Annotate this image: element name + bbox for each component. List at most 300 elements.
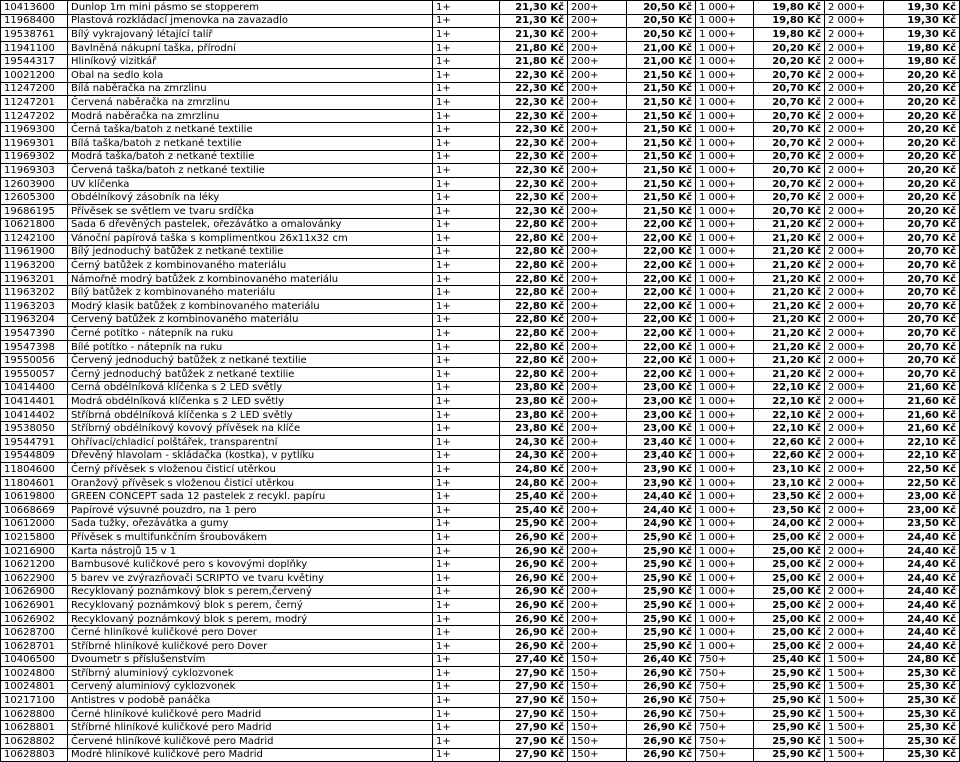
table-row: [1, 232, 960, 246]
product-code-cell: 11969300: [1, 123, 68, 137]
price-tier-4-cell: 20,70 Kč: [884, 354, 960, 368]
qty-tier-1-cell: 1+: [433, 517, 500, 531]
price-tier-4-cell: 22,10 Kč: [884, 449, 960, 463]
qty-tier-2-cell: 150+: [568, 735, 627, 749]
table-row: [1, 544, 960, 558]
product-code-cell: 10406500: [1, 653, 68, 667]
price-tier-2-cell: 22,00 Kč: [627, 232, 696, 246]
qty-tier-1-cell: 1+: [433, 436, 500, 450]
qty-tier-4-cell: 1 500+: [825, 748, 884, 762]
product-code-cell: 19544791: [1, 436, 68, 450]
price-tier-4-cell: 20,70 Kč: [884, 245, 960, 259]
price-tier-2-cell: 21,50 Kč: [627, 123, 696, 137]
price-tier-2-cell: 24,40 Kč: [627, 503, 696, 517]
price-tier-1-cell: 22,80 Kč: [500, 259, 568, 273]
price-tier-2-cell: 24,40 Kč: [627, 490, 696, 504]
product-code-cell: 11961900: [1, 245, 68, 259]
qty-tier-2-cell: 200+: [568, 177, 627, 191]
product-name-cell: Obal na sedlo kola: [68, 68, 433, 82]
qty-tier-1-cell: 1+: [433, 327, 500, 341]
qty-tier-4-cell: 2 000+: [825, 368, 884, 382]
price-tier-1-cell: 21,30 Kč: [500, 28, 568, 42]
table-row: [1, 96, 960, 110]
price-tier-1-cell: 22,30 Kč: [500, 123, 568, 137]
qty-tier-1-cell: 1+: [433, 14, 500, 28]
qty-tier-2-cell: 200+: [568, 204, 627, 218]
qty-tier-3-cell: 1 000+: [696, 259, 754, 273]
qty-tier-4-cell: 2 000+: [825, 245, 884, 259]
table-row: [1, 300, 960, 314]
price-tier-4-cell: 24,40 Kč: [884, 544, 960, 558]
product-code-cell: 11969303: [1, 164, 68, 178]
table-row: [1, 1, 960, 15]
price-tier-4-cell: 20,70 Kč: [884, 218, 960, 232]
price-tier-3-cell: 20,70 Kč: [754, 191, 825, 205]
price-tier-1-cell: 26,90 Kč: [500, 639, 568, 653]
qty-tier-1-cell: 1+: [433, 272, 500, 286]
price-tier-3-cell: 20,70 Kč: [754, 82, 825, 96]
qty-tier-4-cell: 2 000+: [825, 422, 884, 436]
qty-tier-3-cell: 1 000+: [696, 204, 754, 218]
qty-tier-2-cell: 200+: [568, 612, 627, 626]
qty-tier-4-cell: 2 000+: [825, 626, 884, 640]
product-name-cell: Dřevěný hlavolam - skládačka (kostka), v pytlíku: [68, 449, 433, 463]
price-tier-3-cell: 23,50 Kč: [754, 490, 825, 504]
qty-tier-4-cell: 2 000+: [825, 517, 884, 531]
qty-tier-3-cell: 1 000+: [696, 1, 754, 15]
qty-tier-3-cell: 1 000+: [696, 612, 754, 626]
product-name-cell: Dvoumetr s příslušenstvím: [68, 653, 433, 667]
product-name-cell: Modré hliníkové kuličkové pero Madrid: [68, 748, 433, 762]
qty-tier-4-cell: 2 000+: [825, 232, 884, 246]
product-code-cell: 11963204: [1, 313, 68, 327]
price-tier-1-cell: 26,90 Kč: [500, 626, 568, 640]
product-name-cell: Obdélníkový zásobník na léky: [68, 191, 433, 205]
price-tier-4-cell: 25,30 Kč: [884, 735, 960, 749]
product-code-cell: 10414401: [1, 395, 68, 409]
price-tier-2-cell: 21,00 Kč: [627, 41, 696, 55]
price-tier-3-cell: 21,20 Kč: [754, 313, 825, 327]
price-tier-3-cell: 20,70 Kč: [754, 164, 825, 178]
table-row: [1, 28, 960, 42]
qty-tier-4-cell: 2 000+: [825, 41, 884, 55]
price-tier-3-cell: 22,10 Kč: [754, 408, 825, 422]
price-tier-1-cell: 22,80 Kč: [500, 300, 568, 314]
qty-tier-3-cell: 1 000+: [696, 313, 754, 327]
qty-tier-4-cell: 1 500+: [825, 721, 884, 735]
table-row: [1, 68, 960, 82]
table-row: [1, 313, 960, 327]
price-tier-2-cell: 21,50 Kč: [627, 109, 696, 123]
product-name-cell: Recyklovaný poznámkový blok s perem, modrý: [68, 612, 433, 626]
product-name-cell: Červený jednoduchý batůžek z netkané textilie: [68, 354, 433, 368]
price-tier-2-cell: 25,90 Kč: [627, 626, 696, 640]
qty-tier-3-cell: 1 000+: [696, 136, 754, 150]
price-tier-4-cell: 25,30 Kč: [884, 721, 960, 735]
price-tier-1-cell: 22,30 Kč: [500, 204, 568, 218]
product-name-cell: Bílý batůžek z kombinovaného materiálu: [68, 286, 433, 300]
table-row: [1, 136, 960, 150]
price-tier-4-cell: 24,40 Kč: [884, 599, 960, 613]
product-code-cell: 11969302: [1, 150, 68, 164]
product-code-cell: 12603900: [1, 177, 68, 191]
price-tier-1-cell: 21,80 Kč: [500, 41, 568, 55]
qty-tier-4-cell: 2 000+: [825, 585, 884, 599]
product-name-cell: Stříbrná obdélníková klíčenka s 2 LED světly: [68, 408, 433, 422]
price-tier-2-cell: 20,50 Kč: [627, 28, 696, 42]
price-tier-4-cell: 20,20 Kč: [884, 164, 960, 178]
price-tier-1-cell: 21,30 Kč: [500, 14, 568, 28]
price-tier-4-cell: 20,20 Kč: [884, 191, 960, 205]
qty-tier-2-cell: 200+: [568, 585, 627, 599]
table-row: [1, 531, 960, 545]
qty-tier-4-cell: 2 000+: [825, 82, 884, 96]
qty-tier-4-cell: 2 000+: [825, 571, 884, 585]
price-tier-4-cell: 19,30 Kč: [884, 1, 960, 15]
product-code-cell: 11242100: [1, 232, 68, 246]
price-tier-1-cell: 24,30 Kč: [500, 436, 568, 450]
qty-tier-1-cell: 1+: [433, 136, 500, 150]
price-tier-1-cell: 26,90 Kč: [500, 599, 568, 613]
price-tier-4-cell: 25,30 Kč: [884, 694, 960, 708]
table-row: [1, 585, 960, 599]
qty-tier-3-cell: 750+: [696, 667, 754, 681]
qty-tier-1-cell: 1+: [433, 694, 500, 708]
qty-tier-1-cell: 1+: [433, 381, 500, 395]
product-code-cell: 19544317: [1, 55, 68, 69]
price-tier-2-cell: 25,90 Kč: [627, 544, 696, 558]
table-row: [1, 14, 960, 28]
qty-tier-3-cell: 1 000+: [696, 340, 754, 354]
qty-tier-4-cell: 2 000+: [825, 164, 884, 178]
price-tier-1-cell: 22,30 Kč: [500, 109, 568, 123]
qty-tier-2-cell: 200+: [568, 164, 627, 178]
product-name-cell: Bílé potítko - nátepník na ruku: [68, 340, 433, 354]
table-row: [1, 721, 960, 735]
qty-tier-2-cell: 200+: [568, 82, 627, 96]
price-tier-3-cell: 25,90 Kč: [754, 721, 825, 735]
price-tier-3-cell: 25,00 Kč: [754, 612, 825, 626]
table-row: [1, 490, 960, 504]
qty-tier-2-cell: 150+: [568, 707, 627, 721]
qty-tier-4-cell: 2 000+: [825, 599, 884, 613]
price-tier-2-cell: 23,40 Kč: [627, 449, 696, 463]
price-tier-3-cell: 23,10 Kč: [754, 476, 825, 490]
product-code-cell: 11804600: [1, 463, 68, 477]
qty-tier-4-cell: 2 000+: [825, 612, 884, 626]
product-name-cell: Modrá taška/batoh z netkané textilie: [68, 150, 433, 164]
qty-tier-2-cell: 200+: [568, 300, 627, 314]
price-tier-2-cell: 21,50 Kč: [627, 82, 696, 96]
product-code-cell: 19686195: [1, 204, 68, 218]
qty-tier-1-cell: 1+: [433, 626, 500, 640]
price-tier-2-cell: 26,90 Kč: [627, 707, 696, 721]
price-tier-4-cell: 20,20 Kč: [884, 150, 960, 164]
qty-tier-2-cell: 200+: [568, 245, 627, 259]
price-tier-4-cell: 23,00 Kč: [884, 503, 960, 517]
price-tier-1-cell: 22,80 Kč: [500, 368, 568, 382]
qty-tier-1-cell: 1+: [433, 123, 500, 137]
price-tier-2-cell: 21,50 Kč: [627, 204, 696, 218]
qty-tier-1-cell: 1+: [433, 164, 500, 178]
table-row: [1, 694, 960, 708]
qty-tier-4-cell: 2 000+: [825, 449, 884, 463]
table-row: [1, 245, 960, 259]
price-tier-4-cell: 25,30 Kč: [884, 707, 960, 721]
price-tier-2-cell: 21,50 Kč: [627, 150, 696, 164]
qty-tier-2-cell: 200+: [568, 313, 627, 327]
qty-tier-1-cell: 1+: [433, 721, 500, 735]
qty-tier-3-cell: 1 000+: [696, 503, 754, 517]
price-tier-1-cell: 23,80 Kč: [500, 395, 568, 409]
product-code-cell: 10612000: [1, 517, 68, 531]
qty-tier-2-cell: 200+: [568, 68, 627, 82]
product-code-cell: 11963202: [1, 286, 68, 300]
product-code-cell: 10628700: [1, 626, 68, 640]
qty-tier-1-cell: 1+: [433, 340, 500, 354]
price-tier-4-cell: 19,30 Kč: [884, 28, 960, 42]
price-tier-2-cell: 23,00 Kč: [627, 381, 696, 395]
qty-tier-2-cell: 200+: [568, 327, 627, 341]
qty-tier-3-cell: 750+: [696, 680, 754, 694]
product-name-cell: Černá taška/batoh z netkané textilie: [68, 123, 433, 137]
table-row: [1, 476, 960, 490]
qty-tier-3-cell: 1 000+: [696, 68, 754, 82]
product-code-cell: 10215800: [1, 531, 68, 545]
qty-tier-1-cell: 1+: [433, 82, 500, 96]
price-tier-1-cell: 22,30 Kč: [500, 136, 568, 150]
qty-tier-4-cell: 2 000+: [825, 96, 884, 110]
price-tier-4-cell: 20,20 Kč: [884, 123, 960, 137]
qty-tier-2-cell: 200+: [568, 123, 627, 137]
qty-tier-3-cell: 750+: [696, 735, 754, 749]
qty-tier-1-cell: 1+: [433, 599, 500, 613]
price-tier-1-cell: 22,80 Kč: [500, 272, 568, 286]
price-tier-1-cell: 25,40 Kč: [500, 503, 568, 517]
table-row: [1, 327, 960, 341]
price-tier-4-cell: 20,20 Kč: [884, 68, 960, 82]
table-row: [1, 164, 960, 178]
table-row: [1, 667, 960, 681]
price-tier-2-cell: 20,50 Kč: [627, 14, 696, 28]
table-row: [1, 639, 960, 653]
qty-tier-2-cell: 200+: [568, 408, 627, 422]
product-code-cell: 10621800: [1, 218, 68, 232]
table-row: [1, 218, 960, 232]
qty-tier-4-cell: 2 000+: [825, 544, 884, 558]
qty-tier-1-cell: 1+: [433, 68, 500, 82]
qty-tier-3-cell: 750+: [696, 721, 754, 735]
price-tier-1-cell: 27,90 Kč: [500, 707, 568, 721]
product-name-cell: Antistres v podobě panáčka: [68, 694, 433, 708]
product-name-cell: Červený batůžek z kombinovaného materiálu: [68, 313, 433, 327]
qty-tier-2-cell: 150+: [568, 667, 627, 681]
qty-tier-4-cell: 2 000+: [825, 14, 884, 28]
qty-tier-3-cell: 1 000+: [696, 571, 754, 585]
qty-tier-1-cell: 1+: [433, 558, 500, 572]
price-tier-4-cell: 20,20 Kč: [884, 136, 960, 150]
price-tier-3-cell: 19,80 Kč: [754, 28, 825, 42]
product-code-cell: 11963201: [1, 272, 68, 286]
price-tier-2-cell: 22,00 Kč: [627, 327, 696, 341]
price-tier-2-cell: 26,90 Kč: [627, 721, 696, 735]
qty-tier-4-cell: 2 000+: [825, 531, 884, 545]
qty-tier-4-cell: 1 500+: [825, 707, 884, 721]
qty-tier-2-cell: 200+: [568, 150, 627, 164]
qty-tier-2-cell: 200+: [568, 639, 627, 653]
price-tier-1-cell: 26,90 Kč: [500, 612, 568, 626]
price-tier-3-cell: 21,20 Kč: [754, 300, 825, 314]
price-tier-3-cell: 25,00 Kč: [754, 599, 825, 613]
qty-tier-3-cell: 1 000+: [696, 476, 754, 490]
qty-tier-4-cell: 2 000+: [825, 354, 884, 368]
qty-tier-4-cell: 2 000+: [825, 300, 884, 314]
table-row: [1, 204, 960, 218]
table-row: [1, 354, 960, 368]
price-tier-3-cell: 20,20 Kč: [754, 55, 825, 69]
qty-tier-4-cell: 1 500+: [825, 667, 884, 681]
qty-tier-3-cell: 1 000+: [696, 354, 754, 368]
qty-tier-2-cell: 200+: [568, 490, 627, 504]
table-row: [1, 503, 960, 517]
price-tier-1-cell: 26,90 Kč: [500, 585, 568, 599]
price-tier-2-cell: 21,50 Kč: [627, 68, 696, 82]
qty-tier-3-cell: 750+: [696, 694, 754, 708]
price-tier-4-cell: 24,80 Kč: [884, 653, 960, 667]
product-code-cell: 10621200: [1, 558, 68, 572]
price-tier-3-cell: 19,80 Kč: [754, 14, 825, 28]
price-tier-1-cell: 21,30 Kč: [500, 1, 568, 15]
qty-tier-3-cell: 1 000+: [696, 218, 754, 232]
qty-tier-3-cell: 1 000+: [696, 96, 754, 110]
qty-tier-4-cell: 2 000+: [825, 436, 884, 450]
price-tier-2-cell: 25,90 Kč: [627, 571, 696, 585]
price-tier-3-cell: 23,10 Kč: [754, 463, 825, 477]
product-name-cell: Recyklovaný poznámkový blok s perem, černý: [68, 599, 433, 613]
table-row: [1, 449, 960, 463]
product-name-cell: Modrá naběračka na zmrzlinu: [68, 109, 433, 123]
qty-tier-3-cell: 1 000+: [696, 626, 754, 640]
price-tier-4-cell: 20,70 Kč: [884, 286, 960, 300]
table-row: [1, 517, 960, 531]
price-tier-2-cell: 21,50 Kč: [627, 136, 696, 150]
product-code-cell: 11963200: [1, 259, 68, 273]
qty-tier-1-cell: 1+: [433, 313, 500, 327]
qty-tier-1-cell: 1+: [433, 245, 500, 259]
product-code-cell: 11969301: [1, 136, 68, 150]
price-tier-2-cell: 26,90 Kč: [627, 735, 696, 749]
price-tier-2-cell: 23,00 Kč: [627, 422, 696, 436]
table-row: [1, 395, 960, 409]
price-tier-3-cell: 20,70 Kč: [754, 204, 825, 218]
price-tier-4-cell: 20,20 Kč: [884, 204, 960, 218]
price-tier-3-cell: 22,10 Kč: [754, 422, 825, 436]
price-tier-1-cell: 22,80 Kč: [500, 245, 568, 259]
qty-tier-3-cell: 1 000+: [696, 55, 754, 69]
price-tier-4-cell: 24,40 Kč: [884, 626, 960, 640]
price-tier-2-cell: 26,90 Kč: [627, 667, 696, 681]
table-row: [1, 463, 960, 477]
qty-tier-3-cell: 1 000+: [696, 123, 754, 137]
product-code-cell: 10217100: [1, 694, 68, 708]
price-tier-3-cell: 19,80 Kč: [754, 1, 825, 15]
price-tier-2-cell: 26,90 Kč: [627, 694, 696, 708]
price-tier-4-cell: 20,70 Kč: [884, 327, 960, 341]
price-tier-1-cell: 26,90 Kč: [500, 571, 568, 585]
qty-tier-3-cell: 1 000+: [696, 422, 754, 436]
qty-tier-3-cell: 1 000+: [696, 232, 754, 246]
price-tier-3-cell: 21,20 Kč: [754, 368, 825, 382]
qty-tier-2-cell: 200+: [568, 626, 627, 640]
product-name-cell: Přívěsek se světlem ve tvaru srdíčka: [68, 204, 433, 218]
price-tier-3-cell: 25,00 Kč: [754, 558, 825, 572]
price-tier-4-cell: 20,20 Kč: [884, 82, 960, 96]
product-code-cell: 10626900: [1, 585, 68, 599]
price-tier-3-cell: 20,70 Kč: [754, 123, 825, 137]
qty-tier-2-cell: 200+: [568, 14, 627, 28]
product-name-cell: Hliníkový vizitkář: [68, 55, 433, 69]
price-tier-4-cell: 22,50 Kč: [884, 476, 960, 490]
product-name-cell: Stříbrné hliníkové kuličkové pero Madrid: [68, 721, 433, 735]
table-row: [1, 436, 960, 450]
qty-tier-2-cell: 200+: [568, 571, 627, 585]
price-tier-2-cell: 26,40 Kč: [627, 653, 696, 667]
product-name-cell: Oranžový přívěsek s vloženou čisticí utěrkou: [68, 476, 433, 490]
price-tier-1-cell: 22,30 Kč: [500, 82, 568, 96]
product-name-cell: Přívěsek s multifunkčním šroubovákem: [68, 531, 433, 545]
qty-tier-3-cell: 1 000+: [696, 327, 754, 341]
qty-tier-1-cell: 1+: [433, 544, 500, 558]
qty-tier-1-cell: 1+: [433, 1, 500, 15]
product-name-cell: Červená taška/batoh z netkané textilie: [68, 164, 433, 178]
qty-tier-2-cell: 200+: [568, 544, 627, 558]
qty-tier-4-cell: 2 000+: [825, 28, 884, 42]
product-code-cell: 10628802: [1, 735, 68, 749]
qty-tier-3-cell: 1 000+: [696, 639, 754, 653]
price-tier-3-cell: 20,70 Kč: [754, 109, 825, 123]
table-row: [1, 626, 960, 640]
table-row: [1, 286, 960, 300]
qty-tier-1-cell: 1+: [433, 177, 500, 191]
qty-tier-1-cell: 1+: [433, 531, 500, 545]
product-code-cell: 19538761: [1, 28, 68, 42]
price-tier-3-cell: 25,90 Kč: [754, 694, 825, 708]
qty-tier-1-cell: 1+: [433, 612, 500, 626]
qty-tier-1-cell: 1+: [433, 218, 500, 232]
qty-tier-4-cell: 2 000+: [825, 340, 884, 354]
qty-tier-4-cell: 2 000+: [825, 177, 884, 191]
qty-tier-1-cell: 1+: [433, 653, 500, 667]
qty-tier-4-cell: 2 000+: [825, 55, 884, 69]
table-row: [1, 150, 960, 164]
product-name-cell: Plastová rozkládací jmenovka na zavazadlo: [68, 14, 433, 28]
qty-tier-2-cell: 200+: [568, 28, 627, 42]
product-code-cell: 10619800: [1, 490, 68, 504]
qty-tier-1-cell: 1+: [433, 667, 500, 681]
qty-tier-3-cell: 1 000+: [696, 300, 754, 314]
qty-tier-1-cell: 1+: [433, 96, 500, 110]
price-tier-4-cell: 25,30 Kč: [884, 748, 960, 762]
product-name-cell: Černé hliníkové kuličkové pero Madrid: [68, 707, 433, 721]
qty-tier-2-cell: 200+: [568, 272, 627, 286]
qty-tier-3-cell: 1 000+: [696, 531, 754, 545]
table-row: [1, 653, 960, 667]
price-tier-1-cell: 24,80 Kč: [500, 463, 568, 477]
qty-tier-1-cell: 1+: [433, 150, 500, 164]
qty-tier-4-cell: 2 000+: [825, 558, 884, 572]
price-tier-2-cell: 21,00 Kč: [627, 55, 696, 69]
product-name-cell: Bambusové kuličkové pero s kovovými doplňky: [68, 558, 433, 572]
